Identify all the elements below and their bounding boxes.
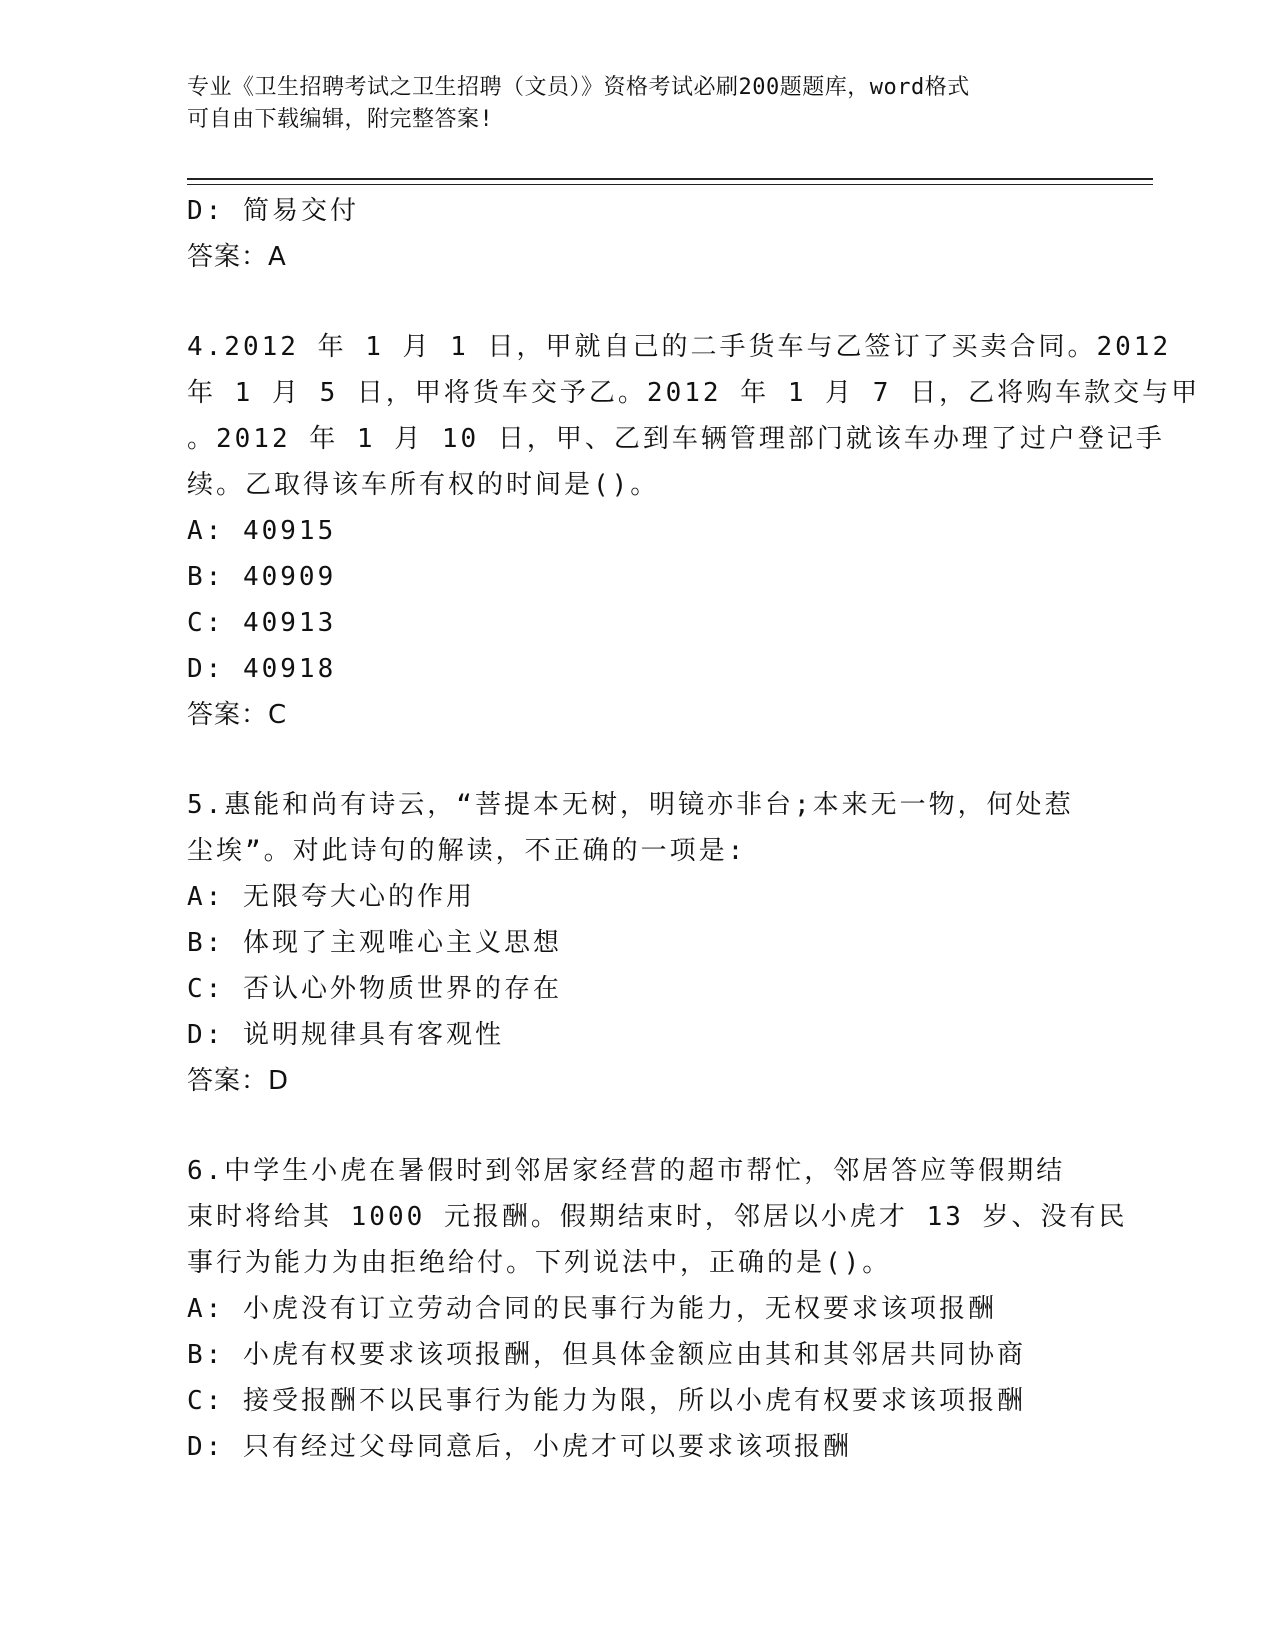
answer: 答案：A: [187, 242, 287, 272]
option-d: D: 简易交付: [187, 196, 359, 226]
option-c: C: 否认心外物质世界的存在: [187, 974, 562, 1004]
stem-line: 5.惠能和尚有诗云，“菩提本无树，明镜亦非台;本来无一物，何处惹: [187, 790, 1074, 820]
option-d: D: 40918: [187, 654, 337, 684]
option-a: A: 40915: [187, 516, 337, 546]
option-b: B: 体现了主观唯心主义思想: [187, 928, 562, 958]
option-d: D: 说明规律具有客观性: [187, 1020, 504, 1050]
answer: 答案：C: [187, 700, 288, 730]
document-body: [187, 188, 1201, 1470]
stem-line: 事行为能力为由拒绝给付。下列说法中，正确的是()。: [187, 1248, 892, 1278]
stem-line: 4.2012 年 1 月 1 日，甲就自己的二手货车与乙签订了买卖合同。2012: [187, 332, 1172, 362]
stem-line: 续。乙取得该车所有权的时间是()。: [187, 470, 660, 500]
question-stem: [187, 1148, 1128, 1286]
header-line-2: 可自由下载编辑，附完整答案!: [187, 107, 494, 132]
question-stem: [187, 782, 1087, 874]
answer: 答案：D: [187, 1066, 290, 1096]
question-4: [187, 324, 1201, 738]
option-c: C: 接受报酬不以民事行为能力为限，所以小虎有权要求该项报酬: [187, 1386, 1026, 1416]
option-c: C: 40913: [187, 608, 337, 638]
option-b: B: 40909: [187, 562, 337, 592]
header-line-1: 专业《卫生招聘考试之卫生招聘（文员）》资格考试必刷200题题库，word格式: [187, 75, 970, 100]
page-header: [187, 72, 1087, 136]
stem-line: 年 1 月 5 日，甲将货车交予乙。2012 年 1 月 7 日，乙将购车款交与甲: [187, 378, 1201, 408]
header-divider: [187, 178, 1153, 185]
option-b: B: 小虎有权要求该项报酬，但具体金额应由其和其邻居共同协商: [187, 1340, 1026, 1370]
stem-line: 束时将给其 1000 元报酬。假期结束时，邻居以小虎才 13 岁、没有民: [187, 1202, 1128, 1232]
question-stem: [187, 324, 1201, 508]
option-d: D: 只有经过父母同意后，小虎才可以要求该项报酬: [187, 1432, 852, 1462]
stem-line: 6.中学生小虎在暑假时到邻居家经营的超市帮忙，邻居答应等假期结: [187, 1156, 1066, 1186]
question-5: [187, 782, 1087, 1104]
stem-line: 尘埃”。对此诗句的解读，不正确的一项是:: [187, 836, 747, 866]
option-a: A: 小虎没有订立劳动合同的民事行为能力，无权要求该项报酬: [187, 1294, 997, 1324]
question-6: [187, 1148, 1128, 1470]
stem-line: 。2012 年 1 月 10 日，甲、乙到车辆管理部门就该车办理了过户登记手: [187, 424, 1165, 454]
previous-question-tail: [187, 188, 1087, 280]
option-a: A: 无限夸大心的作用: [187, 882, 475, 912]
